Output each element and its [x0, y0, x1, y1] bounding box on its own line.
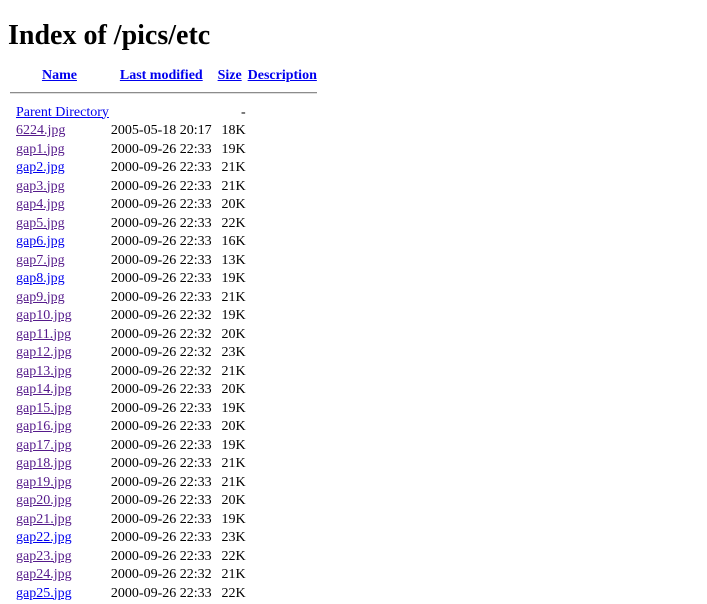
file-link[interactable]: gap20.jpg [16, 493, 72, 508]
file-table-body [10, 105, 317, 603]
file-link[interactable]: gap5.jpg [16, 215, 65, 231]
file-link[interactable]: gap9.jpg [16, 289, 65, 305]
file-link[interactable]: gap21.jpg [16, 511, 72, 527]
size-cell: 20K [221, 197, 246, 212]
size-cell: 21K [221, 474, 246, 490]
file-link[interactable]: gap11.jpg [16, 326, 72, 342]
name-cell [10, 419, 109, 436]
size-cell: 20K [221, 382, 246, 397]
description-cell [248, 475, 317, 492]
name-cell [10, 456, 109, 473]
table-row [10, 364, 317, 381]
table-row [10, 419, 317, 436]
parent-directory-link[interactable]: Parent Directory [16, 104, 109, 120]
size-cell: 20K [221, 326, 246, 342]
last-modified-cell: 2000-09-26 22:33 [110, 215, 212, 231]
last-modified-cell: 2000-09-26 22:33 [110, 548, 212, 564]
name-cell [10, 290, 109, 307]
last-modified-cell: 2005-05-18 20:17 [110, 123, 212, 138]
description-cell [248, 105, 317, 122]
size-cell: 19K [221, 437, 246, 453]
name-cell [10, 216, 109, 233]
table-row [10, 308, 317, 325]
size-cell: 19K [221, 271, 246, 286]
file-link[interactable]: gap4.jpg [16, 197, 65, 212]
size-cell: 21K [221, 456, 246, 471]
name-cell [10, 512, 109, 529]
last-modified-cell: 2000-09-26 22:33 [110, 474, 212, 490]
name-cell [10, 382, 109, 399]
name-cell [10, 364, 109, 381]
name-cell [10, 234, 109, 251]
last-modified-cell: 2000-09-26 22:33 [110, 271, 212, 286]
description-cell [248, 216, 317, 233]
description-cell [248, 290, 317, 307]
table-row [10, 197, 317, 214]
file-link[interactable]: gap6.jpg [16, 234, 65, 249]
sort-by-name-link[interactable]: Name [41, 68, 77, 83]
file-link[interactable]: gap25.jpg [16, 585, 72, 601]
size-cell: 18K [221, 123, 246, 138]
size-cell: 16K [221, 234, 246, 249]
last-modified-cell: 2000-09-26 22:33 [110, 400, 212, 416]
name-cell [10, 160, 109, 177]
last-modified-cell: 2000-09-26 22:33 [110, 289, 212, 305]
name-cell [10, 197, 109, 214]
header-divider-rule [10, 92, 317, 94]
last-modified-cell [111, 105, 212, 122]
last-modified-cell: 2000-09-26 22:33 [110, 160, 212, 175]
size-cell: 21K [221, 160, 246, 175]
description-cell [248, 253, 317, 270]
file-link[interactable]: gap24.jpg [16, 567, 72, 582]
description-cell [248, 345, 317, 362]
table-row [10, 105, 317, 122]
table-row [10, 345, 317, 362]
file-link[interactable]: gap23.jpg [16, 548, 72, 564]
last-modified-cell: 2000-09-26 22:33 [110, 178, 212, 194]
column-header-description [248, 68, 317, 85]
description-cell [248, 512, 317, 529]
last-modified-cell: 2000-09-26 22:33 [110, 511, 212, 527]
name-cell [10, 401, 109, 418]
description-cell [248, 401, 317, 418]
table-row [10, 493, 317, 510]
table-row [10, 123, 317, 140]
size-cell: 23K [221, 530, 246, 545]
size-cell: 22K [221, 215, 246, 231]
last-modified-cell: 2000-09-26 22:33 [110, 234, 212, 249]
sort-by-last-modified-link[interactable]: Last modified [119, 68, 203, 83]
size-cell: 21K [221, 567, 246, 582]
description-cell [248, 419, 317, 436]
file-link[interactable]: gap16.jpg [16, 419, 72, 434]
column-header-name [10, 68, 109, 85]
size-cell: 22K [221, 548, 246, 564]
table-row [10, 216, 317, 233]
description-cell [248, 308, 317, 325]
file-link[interactable]: gap8.jpg [16, 271, 65, 286]
sort-by-size-link[interactable]: Size [217, 68, 242, 83]
file-link[interactable]: gap15.jpg [16, 400, 72, 416]
table-row [10, 382, 317, 399]
table-row [10, 327, 317, 344]
table-row [10, 234, 317, 251]
table-row [10, 530, 317, 547]
table-row [10, 567, 317, 584]
table-row [10, 401, 317, 418]
description-cell [248, 327, 317, 344]
directory-listing-table [8, 66, 319, 604]
description-cell [248, 549, 317, 566]
last-modified-cell: 2000-09-26 22:33 [110, 141, 212, 157]
last-modified-cell: 2000-09-26 22:33 [110, 252, 212, 268]
size-cell: - [240, 104, 246, 120]
description-cell [248, 142, 317, 159]
name-cell [10, 475, 109, 492]
name-cell [10, 327, 109, 344]
file-link[interactable]: gap1.jpg [16, 141, 65, 157]
name-cell [10, 308, 109, 325]
column-header-last-modified [111, 68, 212, 85]
name-cell [10, 549, 109, 566]
last-modified-cell: 2000-09-26 22:33 [110, 382, 212, 397]
last-modified-cell: 2000-09-26 22:33 [110, 530, 212, 545]
size-cell: 19K [221, 308, 246, 323]
file-link[interactable]: gap7.jpg [16, 252, 65, 268]
last-modified-cell: 2000-09-26 22:33 [110, 419, 212, 434]
last-modified-cell: 2000-09-26 22:33 [110, 585, 212, 601]
name-cell [10, 253, 109, 270]
table-row [10, 253, 317, 270]
name-cell [10, 123, 109, 140]
table-row [10, 475, 317, 492]
last-modified-cell: 2000-09-26 22:32 [110, 363, 212, 379]
page-title: Index of /pics/etc [8, 20, 211, 51]
name-cell [10, 493, 109, 510]
file-link[interactable]: gap3.jpg [16, 178, 65, 194]
file-link[interactable]: gap19.jpg [16, 474, 72, 490]
size-cell: 21K [221, 289, 246, 305]
description-cell [248, 234, 317, 251]
file-link[interactable]: gap13.jpg [16, 363, 72, 379]
description-cell [248, 364, 317, 381]
description-cell [248, 123, 317, 140]
last-modified-cell: 2000-09-26 22:32 [110, 345, 212, 360]
description-cell [248, 567, 317, 584]
last-modified-cell: 2000-09-26 22:33 [110, 456, 212, 471]
file-link[interactable]: gap12.jpg [16, 345, 72, 360]
sort-by-description-link[interactable]: Description [247, 68, 317, 83]
table-row [10, 456, 317, 473]
name-cell [10, 345, 109, 362]
last-modified-cell: 2000-09-26 22:32 [110, 308, 212, 323]
table-row [10, 512, 317, 529]
name-cell [10, 142, 109, 159]
description-cell [248, 493, 317, 510]
description-cell [248, 438, 317, 455]
size-cell: 20K [221, 419, 246, 434]
size-cell: 20K [221, 493, 246, 508]
name-cell [10, 438, 109, 455]
file-link[interactable]: gap17.jpg [16, 437, 72, 453]
file-link[interactable]: gap14.jpg [16, 382, 72, 397]
last-modified-cell: 2000-09-26 22:32 [110, 326, 212, 342]
description-cell [248, 160, 317, 177]
file-link[interactable]: 6224.jpg [16, 123, 66, 138]
table-row [10, 179, 317, 196]
table-row [10, 271, 317, 288]
file-link[interactable]: gap18.jpg [16, 456, 72, 471]
description-cell [248, 456, 317, 473]
column-header-size [214, 68, 246, 85]
description-cell [248, 271, 317, 288]
name-cell [10, 567, 109, 584]
size-cell: 19K [221, 400, 246, 416]
file-link[interactable]: gap22.jpg [16, 530, 72, 545]
name-cell [10, 530, 109, 547]
description-cell [248, 530, 317, 547]
size-cell: 21K [221, 363, 246, 379]
size-cell: 23K [221, 345, 246, 360]
last-modified-cell: 2000-09-26 22:33 [110, 493, 212, 508]
last-modified-cell: 2000-09-26 22:33 [110, 197, 212, 212]
last-modified-cell: 2000-09-26 22:32 [110, 567, 212, 582]
description-cell [248, 179, 317, 196]
name-cell [10, 179, 109, 196]
size-cell: 13K [221, 252, 246, 268]
table-row [10, 290, 317, 307]
table-row [10, 142, 317, 159]
name-cell [10, 105, 109, 122]
file-link[interactable]: gap10.jpg [16, 308, 72, 323]
size-cell: 19K [221, 511, 246, 527]
file-link[interactable]: gap2.jpg [16, 160, 65, 175]
size-cell: 21K [221, 178, 246, 194]
last-modified-cell: 2000-09-26 22:33 [110, 437, 212, 453]
name-cell [10, 271, 109, 288]
table-row [10, 160, 317, 177]
size-cell: 22K [221, 585, 246, 601]
description-cell [248, 382, 317, 399]
size-cell: 19K [221, 141, 246, 157]
header-row [10, 68, 317, 85]
header-divider-row [10, 87, 317, 103]
table-row [10, 549, 317, 566]
description-cell [248, 197, 317, 214]
table-row [10, 438, 317, 455]
